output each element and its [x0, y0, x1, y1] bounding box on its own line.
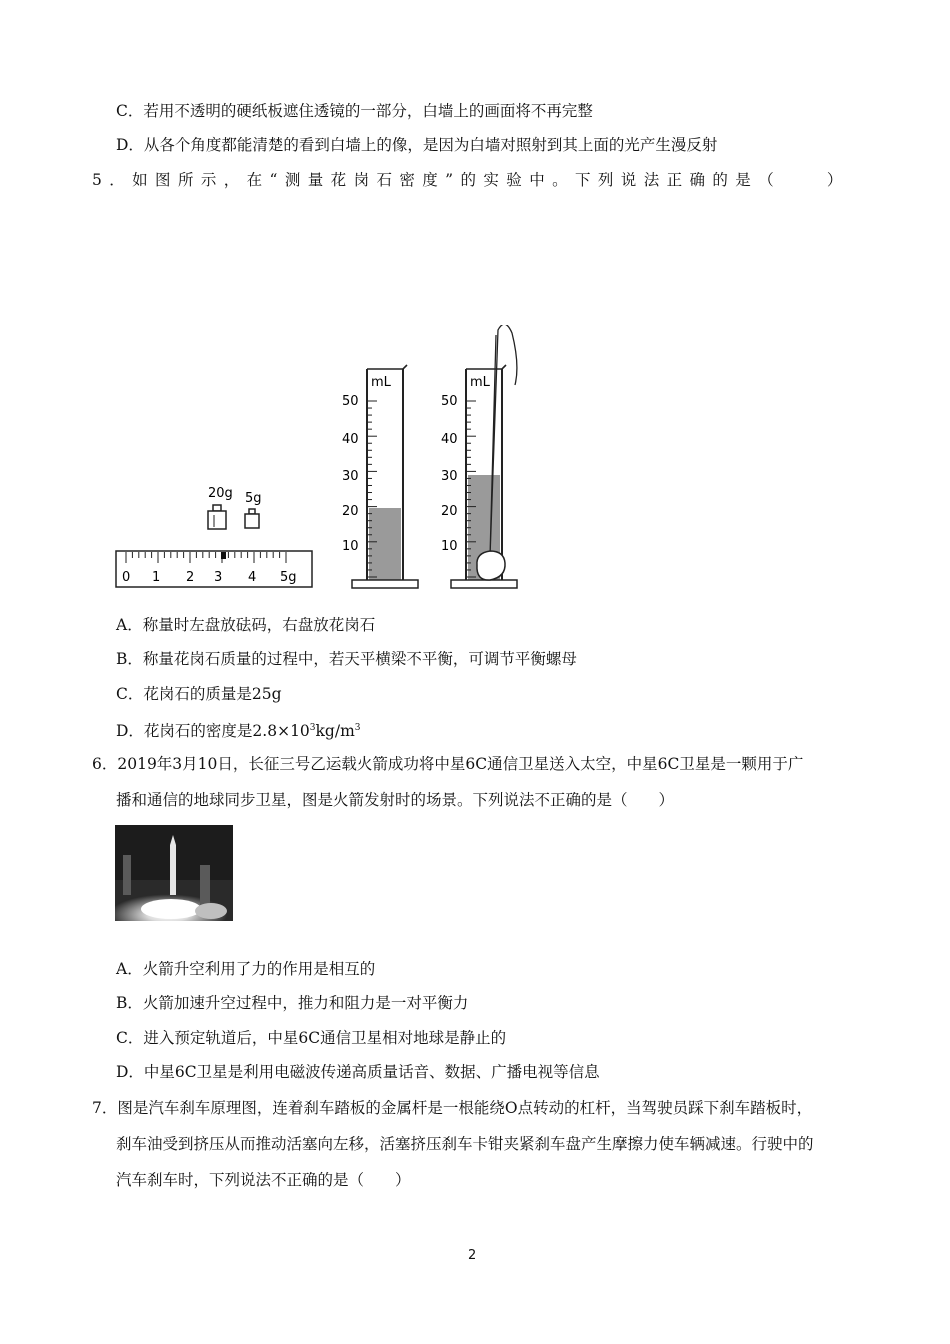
- granite-stone: [477, 551, 505, 580]
- option-d-prev: D．从各个角度都能清楚的看到白墙上的像，是因为白墙对照射到其上面的光产生漫反射: [116, 136, 718, 154]
- q5-option-b: B．称量花岗石质量的过程中，若天平横梁不平衡，可调节平衡螺母: [116, 650, 577, 668]
- question-5-stem: 5．如图所示，在“测量花岗石密度”的实验中。下列说法正确的是（ ）: [92, 171, 850, 189]
- q5-option-a: A．称量时左盘放砝码，右盘放花岗石: [116, 616, 376, 634]
- cyl1-tick-10: 10: [342, 539, 359, 554]
- ruler-label-2: 2: [186, 570, 195, 585]
- weight-5g-icon: [245, 509, 259, 528]
- cyl1-tick-30: 30: [342, 469, 359, 484]
- cyl2-tick-30: 30: [441, 469, 458, 484]
- cyl1-tick-40: 40: [342, 432, 359, 447]
- q5-option-d: D．花岗石的密度是$2.8\times 10^3kg/m^3$: [116, 722, 361, 741]
- cylinder-1-unit: mL: [371, 375, 391, 390]
- q6-option-a: A．火箭升空利用了力的作用是相互的: [116, 960, 376, 978]
- cyl1-tick-50: 50: [342, 394, 359, 409]
- balance-ruler: [116, 551, 312, 587]
- rocket-launch-photo: [115, 825, 233, 921]
- q6-option-d: D．中星6C卫星是利用电磁波传递高质量话音、数据、广播电视等信息: [116, 1063, 600, 1081]
- ruler-label-0: 0: [122, 570, 131, 585]
- cylinder-2-unit: mL: [470, 375, 490, 390]
- cyl2-tick-20: 20: [441, 504, 458, 519]
- ruler-label-4: 4: [248, 570, 257, 585]
- weight-20g-icon: [208, 505, 226, 529]
- question-7-line1: 7．图是汽车刹车原理图，连着刹车踏板的金属杆是一根能绕O点转动的杠杆，当驾驶员踩下刹车踏板时，: [92, 1099, 813, 1117]
- q6-option-b: B．火箭加速升空过程中，推力和阻力是一对平衡力: [116, 994, 469, 1012]
- q6-option-c: C．进入预定轨道后，中星6C通信卫星相对地球是静止的: [116, 1029, 507, 1047]
- question-6-stem-line2: 播和通信的地球同步卫星，图是火箭发射时的场景。下列说法不正确的是（ ）: [116, 791, 675, 809]
- measuring-cylinder-2: [441, 325, 517, 588]
- density-experiment-figure: [110, 325, 530, 595]
- ruler-label-5g: 5g: [280, 570, 297, 585]
- water-level-1: [369, 508, 401, 580]
- question-6-stem-line1: 6．2019年3月10日，长征三号乙运载火箭成功将中星6C通信卫星送入太空，中星6C卫星是一颗用于广: [92, 755, 804, 773]
- weight-label-20g: 20g: [208, 486, 233, 501]
- cyl2-tick-50: 50: [441, 394, 458, 409]
- question-7-line3: 汽车刹车时，下列说法不正确的是（ ）: [116, 1171, 411, 1189]
- weight-label-5g: 5g: [245, 491, 262, 506]
- cyl1-tick-20: 20: [342, 504, 359, 519]
- cyl2-tick-10: 10: [441, 539, 458, 554]
- rider-marker: [221, 552, 226, 559]
- ruler-label-3: 3: [214, 570, 223, 585]
- cyl2-tick-40: 40: [441, 432, 458, 447]
- page-number: 2: [468, 1248, 477, 1263]
- measuring-cylinder-1: [342, 365, 418, 588]
- question-7-line2: 刹车油受到挤压从而推动活塞向左移，活塞挤压刹车卡钳夹紧刹车盘产生摩擦力使车辆减速。行驶中的: [116, 1135, 814, 1153]
- option-c-prev: C．若用不透明的硬纸板遮住透镜的一部分，白墙上的画面将不再完整: [116, 102, 593, 120]
- q5-option-c: C．花岗石的质量是25g: [116, 685, 282, 703]
- ruler-label-1: 1: [152, 570, 161, 585]
